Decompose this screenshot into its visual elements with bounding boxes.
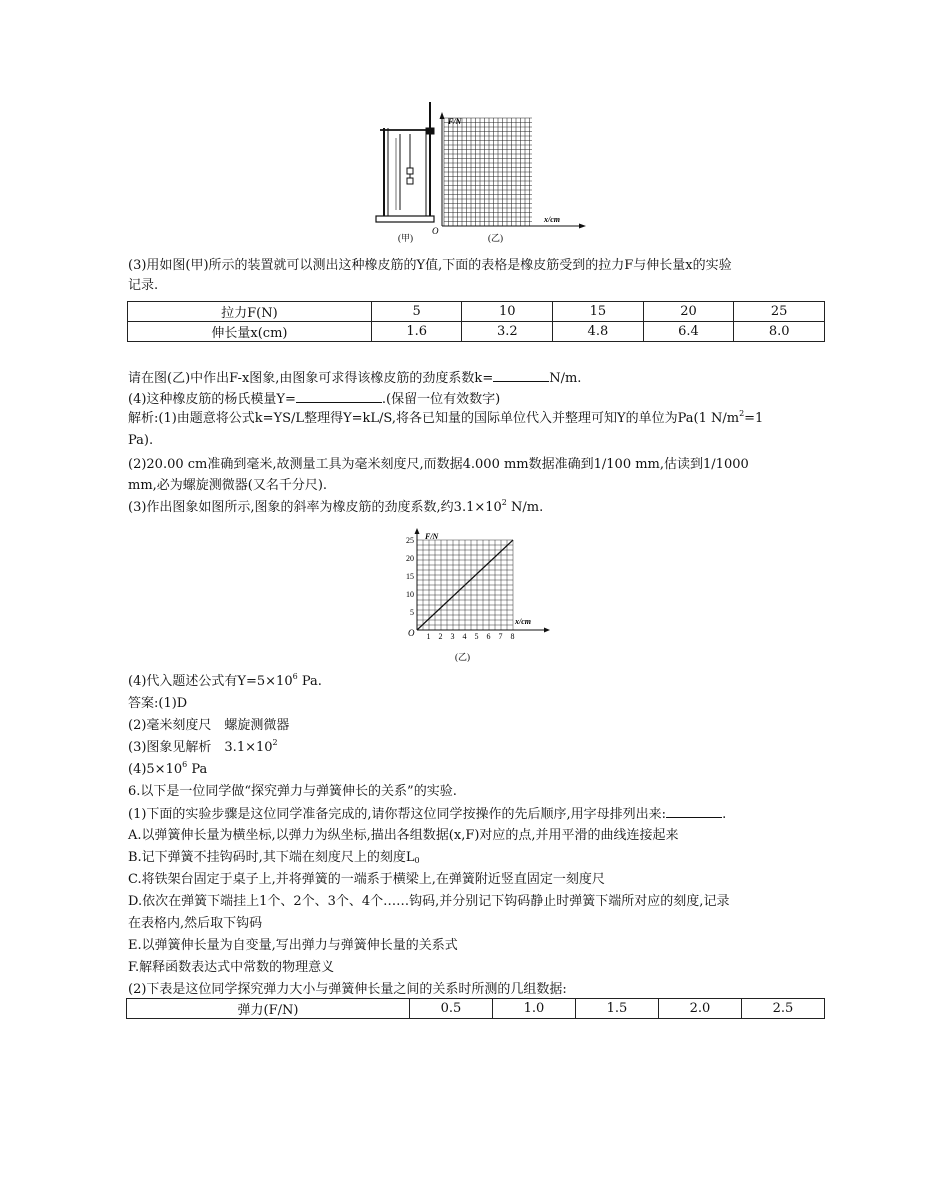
subscript: 0	[414, 856, 420, 865]
solution-1-line2: Pa).	[128, 433, 154, 448]
table-cell: 4.8	[553, 322, 644, 342]
solution-4-unit: Pa.	[297, 674, 322, 689]
f-axis-label: F/N	[448, 117, 462, 126]
step-f: F.解释函数表达式中常数的物理意义	[128, 960, 335, 975]
step-e: E.以弹簧伸长量为自变量,写出弹力与弹簧伸长量的关系式	[128, 938, 458, 953]
table-cell: 10	[462, 302, 553, 322]
chart-x-label: x/cm	[515, 617, 531, 626]
table-row	[128, 322, 825, 342]
step-a: A.以弹簧伸长量为横坐标,以弹力为纵坐标,描出各组数据(x,F)对应的点,并用平滑的曲线连接起来	[128, 828, 679, 843]
superscript: 2	[272, 738, 278, 747]
table-cell-label: 拉力F(N)	[128, 302, 372, 322]
chart-caption: (乙)	[455, 652, 470, 662]
table-cell: 1.0	[493, 999, 576, 1019]
table-cell: 3.2	[462, 322, 553, 342]
x-axis-arrow-icon	[579, 224, 586, 229]
empty-graph-grid	[444, 118, 532, 226]
table-row	[127, 999, 825, 1019]
step-d-line1: D.依次在弹簧下端挂上1个、2个、3个、4个……钩码,并分别记下钩码静止时弹簧下端所对应的刻度,记录	[128, 894, 730, 909]
table-cell: 0.5	[410, 999, 493, 1019]
table-cell: 2.5	[742, 999, 825, 1019]
answer-2: (2)毫米刻度尺 螺旋测微器	[128, 718, 290, 733]
table-cell: 6.4	[643, 322, 734, 342]
table-cell-label: 伸长量x(cm)	[128, 322, 372, 342]
table-cell-label: 弹力(F/N)	[127, 999, 410, 1019]
force-extension-table	[127, 301, 825, 342]
q3-intro-line2: 记录.	[128, 278, 159, 293]
label-yi: (乙)	[488, 233, 503, 243]
y-axis-arrow-icon	[415, 528, 420, 534]
answer-3	[128, 738, 278, 758]
x-tick-label: 4	[462, 632, 467, 641]
table-cell: 1.5	[576, 999, 659, 1019]
answer-blank-k[interactable]	[493, 368, 549, 382]
x-tick-label: 5	[474, 632, 479, 641]
table-cell: 20	[643, 302, 734, 322]
solution-4-line	[128, 672, 322, 692]
x-tick-label: 6	[486, 632, 491, 641]
answer-4	[128, 760, 207, 780]
q3-ask-unit: N/m.	[549, 371, 582, 386]
table-cell: 25	[734, 302, 825, 322]
table-row	[128, 302, 825, 322]
solution-3-line	[128, 498, 543, 518]
x-tick-label: 3	[450, 632, 455, 641]
f-x-graph	[395, 528, 555, 670]
y-tick-label: 15	[406, 572, 414, 581]
q3-ask-text: 请在图(乙)中作出F-x图象,由图象可求得该橡皮筋的劲度系数k=	[128, 371, 494, 386]
x-tick-label: 7	[498, 632, 503, 641]
table-cell: 5	[371, 302, 462, 322]
question-6-1-end: .	[722, 807, 727, 822]
spring-force-table	[126, 998, 825, 1019]
answer-blank-y[interactable]	[296, 389, 382, 403]
answer-title: 答案:(1)D	[128, 696, 188, 711]
step-b	[128, 848, 420, 868]
answer-3-text: (3)图象见解析 3.1×10	[128, 740, 273, 755]
x-tick-label: 8	[510, 632, 515, 641]
chart-y-label: F/N	[425, 532, 439, 541]
superscript: 2	[739, 409, 745, 418]
superscript: 6	[182, 760, 188, 769]
solution-2-line1: (2)20.00 cm准确到毫米,故测量工具为毫米刻度尺,而数据4.000 mm数据准确到1/100 mm,估读到1/1000	[128, 457, 749, 472]
solution-1-text: 解析:(1)由题意将公式k=YS/L整理得Y=kL/S,将各已知量的国际单位代入并整理可知Y的单位为Pa(1 N/m	[128, 411, 740, 426]
superscript: 2	[501, 498, 507, 507]
answer-4-text: (4)5×10	[128, 762, 183, 777]
question-6-title: 6.以下是一位同学做“探究弹力与弹簧伸长的关系”的实验.	[128, 784, 457, 799]
table-cell: 2.0	[659, 999, 742, 1019]
superscript: 6	[292, 672, 298, 681]
solution-2-line2: mm,必为螺旋测微器(又名千分尺).	[128, 478, 328, 493]
question-6-1	[128, 804, 726, 825]
x-axis-label: x/cm	[544, 215, 560, 224]
q3-ask-line	[128, 368, 581, 389]
step-b-text: B.记下弹簧不挂钩码时,其下端在刻度尺上的刻度L	[128, 850, 415, 865]
table-cell: 1.6	[371, 322, 462, 342]
answer-4-unit: Pa	[187, 762, 208, 777]
label-jia: (甲)	[398, 233, 413, 243]
origin-label: O	[432, 226, 439, 236]
q4-line	[128, 389, 500, 410]
y-tick-label: 20	[406, 554, 414, 563]
question-6-2: (2)下表是这位同学探究弹力大小与弹簧伸长量之间的关系时所测的几组数据:	[128, 982, 567, 997]
q3-intro-line1: (3)用如图(甲)所示的装置就可以测出这种橡皮筋的Y值,下面的表格是橡皮筋受到的拉力F与伸长量x的实验	[128, 258, 732, 273]
solution-4-text: (4)代入题述公式有Y=5×10	[128, 674, 293, 689]
y-tick-label: 5	[410, 608, 414, 617]
x-tick-label: 2	[438, 632, 443, 641]
step-d-line2: 在表格内,然后取下钩码	[128, 916, 263, 931]
step-c: C.将铁架台固定于桌子上,并将弹簧的一端系于横梁上,在弹簧附近竖直固定一刻度尺	[128, 872, 605, 887]
q4-text-end: .(保留一位有效数字)	[381, 392, 501, 407]
apparatus-and-grid-figure	[370, 98, 590, 246]
solution-1-line1	[128, 409, 763, 429]
f-axis-arrow-icon	[440, 112, 445, 119]
chart-origin-label: O	[408, 628, 415, 638]
y-tick-label: 10	[406, 590, 414, 599]
x-axis-arrow-icon	[544, 628, 550, 633]
table-cell: 8.0	[734, 322, 825, 342]
question-6-1-text: (1)下面的实验步骤是这位同学准备完成的,请你帮这位同学按操作的先后顺序,用字母排列出来:	[128, 807, 667, 822]
solution-3-unit: N/m.	[506, 500, 544, 515]
apparatus-drawing	[376, 102, 434, 222]
solution-1-text-end: =1	[744, 411, 764, 426]
solution-3-text: (3)作出图象如图所示,图象的斜率为橡皮筋的劲度系数,约3.1×10	[128, 500, 502, 515]
table-cell: 15	[553, 302, 644, 322]
q4-text: (4)这种橡皮筋的杨氏模量Y=	[128, 392, 296, 407]
x-tick-label: 1	[426, 632, 431, 641]
answer-blank-order[interactable]	[666, 804, 722, 818]
y-tick-label: 25	[406, 536, 414, 545]
